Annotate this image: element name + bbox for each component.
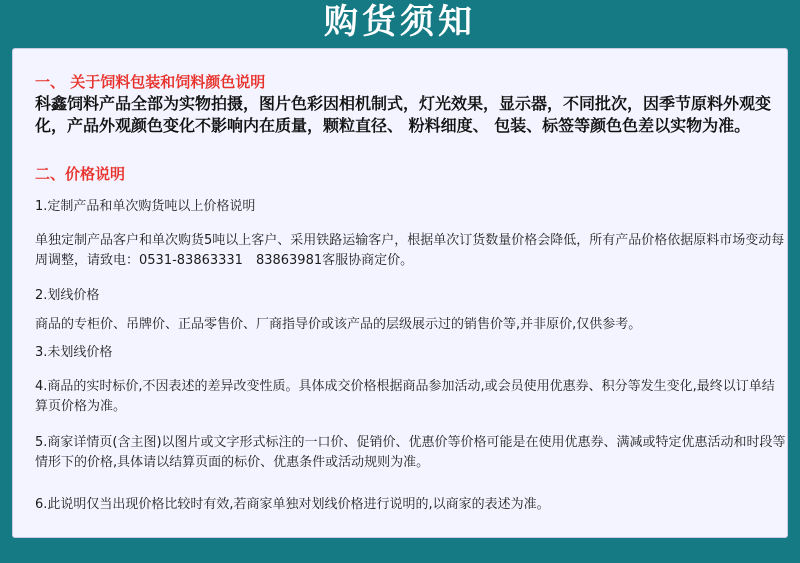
section-title-packaging: 一、 关于饲料包装和饲料颜色说明 xyxy=(35,73,266,91)
price-item-1-heading: 1.定制产品和单次购货吨以上价格说明 xyxy=(35,199,256,214)
price-item-1-body: 单独定制产品客户和单次购货5吨以上客户、采用铁路运输客户，根据单次订货数量价格会降低，所有产品价格依据原料市场变动每周调整，请致电：0531-83863331 83863981客服协商定价。 xyxy=(35,233,785,268)
page-title: 购货须知 xyxy=(324,2,476,42)
price-item-5: 5.商家详情页(含主图)以图片或文字形式标注的一口价、促销价、优惠价等价格可能是在使用优惠券、满减或特定优惠活动和时段等情形下的价格,具体请以结算页面的标价、优惠条件或活动规则为准。 xyxy=(35,435,786,470)
header-bar xyxy=(0,0,800,48)
section-title-price: 二、价格说明 xyxy=(35,165,126,183)
price-item-4: 4.商品的实时标价,不因表述的差异改变性质。具体成交价格根据商品参加活动,或会员使用优惠券、积分等发生变化,最终以订单结算页价格为准。 xyxy=(35,379,775,414)
footer-bar xyxy=(0,540,800,563)
price-item-2-body: 商品的专柜价、吊牌价、正品零售价、厂商指导价或该产品的层级展示过的销售价等,并非原价,仅供参考。 xyxy=(35,317,642,332)
price-item-6: 6.此说明仅当出现价格比较时有效,若商家单独对划线价格进行说明的,以商家的表述为准。 xyxy=(35,497,550,512)
packaging-description: 科鑫饲料产品全部为实物拍摄，图片色彩因相机制式，灯光效果，显示器，不同批次，因季节原料外观变化，产品外观颜色变化不影响内在质量，颗粒直径、 粉料细度、 包装、标签等颜色色差以实物为准。 xyxy=(35,94,772,135)
notice-panel xyxy=(12,48,788,538)
price-item-3-heading: 3.未划线价格 xyxy=(35,345,113,360)
price-item-2-heading: 2.划线价格 xyxy=(35,288,100,303)
